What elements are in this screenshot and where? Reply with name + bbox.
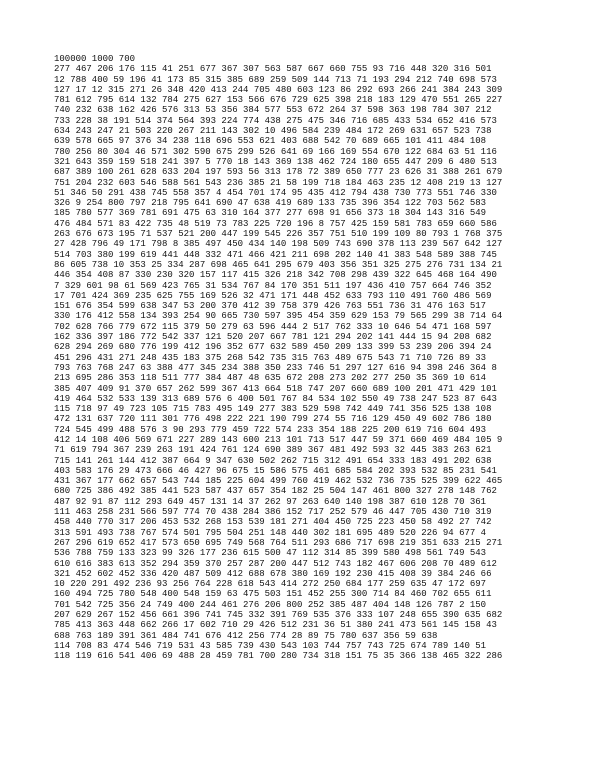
text-line: 267 296 619 652 417 573 650 695 749 568 764 511 293 686 717 698 219 351 633 215 271 (54, 537, 503, 548)
text-line: 476 484 571 83 422 735 48 519 73 783 225 720 196 8 757 425 159 581 783 659 660 586 (54, 218, 497, 229)
text-line: 472 131 637 720 111 301 776 498 222 221 190 799 274 55 716 129 450 49 602 786 180 (54, 414, 492, 425)
text-line: 487 92 91 87 112 293 649 457 131 14 37 262 97 263 640 140 198 387 610 128 70 361 (54, 496, 487, 507)
text-line: 17 701 424 369 235 625 755 169 526 32 471 171 448 452 633 793 110 491 760 486 569 (54, 290, 492, 301)
text-line: 724 545 499 488 576 3 90 293 779 459 722 574 233 354 188 225 200 619 716 604 493 (54, 424, 487, 435)
text-line: 127 17 12 315 271 26 348 420 413 244 705 480 603 123 86 292 693 266 241 384 243 309 (54, 84, 503, 95)
text-line: 680 725 386 492 385 441 523 587 437 657 354 182 25 504 147 461 800 327 278 148 762 (54, 486, 497, 497)
text-line: 10 220 291 492 236 93 256 764 228 618 543 414 272 250 684 177 259 635 47 172 697 (54, 579, 487, 590)
text-line: 687 389 100 261 628 633 204 197 593 56 313 178 72 389 650 777 23 626 31 388 261 679 (54, 167, 503, 178)
text-line: 715 141 261 144 412 387 664 9 347 630 502 262 715 312 491 654 333 183 491 202 638 (54, 455, 492, 466)
text-line: 688 763 189 391 361 484 741 676 412 256 774 28 89 75 780 637 356 59 638 (54, 630, 438, 641)
text-line: 385 407 409 91 370 657 262 599 367 413 664 518 747 207 660 689 100 201 471 429 101 (54, 383, 497, 394)
text-line: 160 494 725 780 548 400 548 159 63 475 503 151 452 255 300 714 84 460 702 655 611 (54, 589, 492, 600)
text-line: 277 467 206 176 115 41 251 677 367 307 563 587 667 660 755 93 716 448 320 316 501 (54, 64, 492, 75)
text-line: 114 708 83 474 546 719 531 43 585 739 430 543 103 744 757 743 725 674 789 140 51 (54, 640, 487, 651)
text-line: 27 428 796 49 171 798 8 385 497 450 434 140 198 509 743 690 378 113 239 567 642 127 (54, 239, 503, 250)
text-line: 446 354 408 87 330 230 320 157 117 415 326 218 342 708 298 439 322 645 468 164 490 (54, 270, 497, 281)
text-line: 639 578 665 97 376 34 238 118 696 553 621 403 688 542 70 689 665 101 411 484 108 (54, 136, 487, 147)
text-line: 100000 1000 700 (54, 54, 136, 64)
text-line: 71 619 794 367 239 263 191 424 761 124 690 389 367 481 492 593 32 445 383 263 621 (54, 445, 492, 456)
text-line: 86 605 738 10 353 25 334 287 698 465 641 295 679 403 356 351 325 275 276 731 134 21 (54, 259, 503, 270)
text-line: 634 243 247 21 503 220 267 211 143 302 10 496 584 239 484 172 269 631 657 523 738 (54, 126, 492, 137)
text-line: 7 329 601 98 61 569 423 765 31 534 767 84 170 351 511 197 436 410 757 664 746 352 (54, 280, 492, 291)
text-line: 326 9 254 800 797 218 795 641 690 47 638 419 689 133 735 396 354 122 703 562 583 (54, 198, 487, 209)
text-line: 263 676 673 195 71 537 521 200 447 199 545 226 357 751 510 199 109 80 793 1 768 375 (54, 229, 503, 240)
text-line: 610 616 383 613 352 294 359 370 257 287 200 447 512 743 182 467 606 208 70 489 612 (54, 558, 497, 569)
text-line: 151 676 354 599 638 347 53 200 370 412 39 758 379 426 763 551 736 31 476 163 517 (54, 301, 487, 312)
text-line: 781 612 795 614 132 784 275 627 153 566 676 729 625 398 218 183 129 470 551 265 227 (54, 95, 503, 106)
text-line: 412 14 108 406 569 671 227 289 143 600 213 101 713 517 447 59 371 660 469 484 105 9 (54, 434, 503, 445)
text-line: 702 628 766 779 672 115 379 50 279 63 596 444 2 517 762 333 10 646 54 471 168 597 (54, 321, 492, 332)
text-line: 733 228 38 191 514 374 564 393 224 774 438 275 475 346 716 685 433 534 652 416 573 (54, 115, 497, 126)
text-line: 458 440 770 317 206 453 532 268 153 539 181 271 404 450 725 223 450 58 492 27 742 (54, 517, 492, 528)
text-line: 785 413 363 448 662 266 17 602 710 29 426 512 231 36 51 380 241 473 561 145 158 43 (54, 620, 497, 631)
text-line: 740 232 638 162 426 576 313 53 356 384 577 553 672 264 37 598 363 198 784 307 212 (54, 105, 492, 116)
document-text (54, 54, 574, 662)
text-line: 628 294 269 680 776 199 412 196 352 677 632 589 450 209 133 399 53 239 206 394 24 (54, 342, 492, 353)
text-line: 419 464 532 533 139 313 689 576 6 400 501 767 84 534 102 550 49 738 247 523 87 643 (54, 393, 497, 404)
text-line: 536 788 759 133 323 99 326 177 236 615 500 47 112 314 85 399 580 498 561 749 543 (54, 548, 487, 559)
text-line: 330 176 412 558 134 393 254 90 665 730 597 395 454 359 629 153 79 565 299 38 714 64 (54, 311, 503, 322)
text-line: 213 695 286 353 118 511 777 384 487 48 635 672 208 273 202 277 250 35 369 10 614 (54, 373, 487, 384)
text-line: 431 367 177 662 657 543 744 185 225 604 499 760 419 462 532 736 735 525 399 622 465 (54, 476, 503, 487)
text-line: 111 463 258 231 566 597 774 70 438 284 386 152 717 252 579 46 447 705 430 710 319 (54, 507, 492, 518)
text-line: 321 452 602 452 336 420 487 509 412 688 678 380 169 192 230 415 408 39 384 246 66 (54, 568, 492, 579)
text-line: 313 591 493 738 767 574 501 795 504 251 148 440 302 181 695 489 520 226 94 677 4 (54, 527, 487, 538)
text-line: 451 296 431 271 248 435 183 375 268 542 735 315 763 489 675 543 71 710 726 89 33 (54, 352, 487, 363)
text-line: 514 703 380 199 619 441 448 332 471 466 421 211 698 202 140 41 383 548 589 388 745 (54, 249, 497, 260)
text-line: 793 763 768 247 63 388 477 345 234 388 350 233 746 51 297 127 616 94 398 246 364 8 (54, 362, 497, 373)
text-line: 207 629 267 152 456 661 396 741 745 332 391 769 535 376 333 107 248 655 390 635 682 (54, 610, 503, 621)
text-line: 185 780 577 369 781 691 475 63 310 164 377 277 698 91 656 373 18 304 143 316 549 (54, 208, 487, 219)
text-line: 701 542 725 356 24 749 400 244 461 276 206 800 252 385 487 404 148 126 787 2 150 (54, 599, 487, 610)
text-line: 780 256 80 304 46 571 302 590 675 299 526 641 69 166 169 554 670 122 684 63 51 116 (54, 146, 497, 157)
text-line: 12 788 400 59 196 41 173 85 315 385 689 259 509 144 713 71 193 294 212 740 698 573 (54, 74, 497, 85)
text-line: 751 204 232 603 546 588 561 543 236 385 21 58 199 718 184 463 235 12 408 219 13 127 (54, 177, 503, 188)
text-line: 403 583 176 29 473 666 46 427 96 675 15 586 575 461 685 584 202 393 532 85 231 541 (54, 465, 497, 476)
text-line: 321 643 359 159 518 241 397 5 770 18 143 369 138 462 724 180 655 447 209 6 480 513 (54, 156, 497, 167)
text-line: 118 119 616 541 406 69 488 28 459 781 700 280 734 318 151 75 35 366 138 465 322 286 (54, 651, 503, 662)
text-line: 162 336 397 186 772 542 337 121 520 207 667 781 121 294 202 141 444 15 94 208 682 (54, 332, 492, 343)
text-line: 51 346 50 291 438 745 558 357 4 454 701 174 95 435 412 794 438 730 773 551 746 330 (54, 187, 497, 198)
text-line: 115 718 97 49 723 105 715 783 495 149 277 383 529 598 742 449 741 356 525 138 108 (54, 404, 492, 415)
